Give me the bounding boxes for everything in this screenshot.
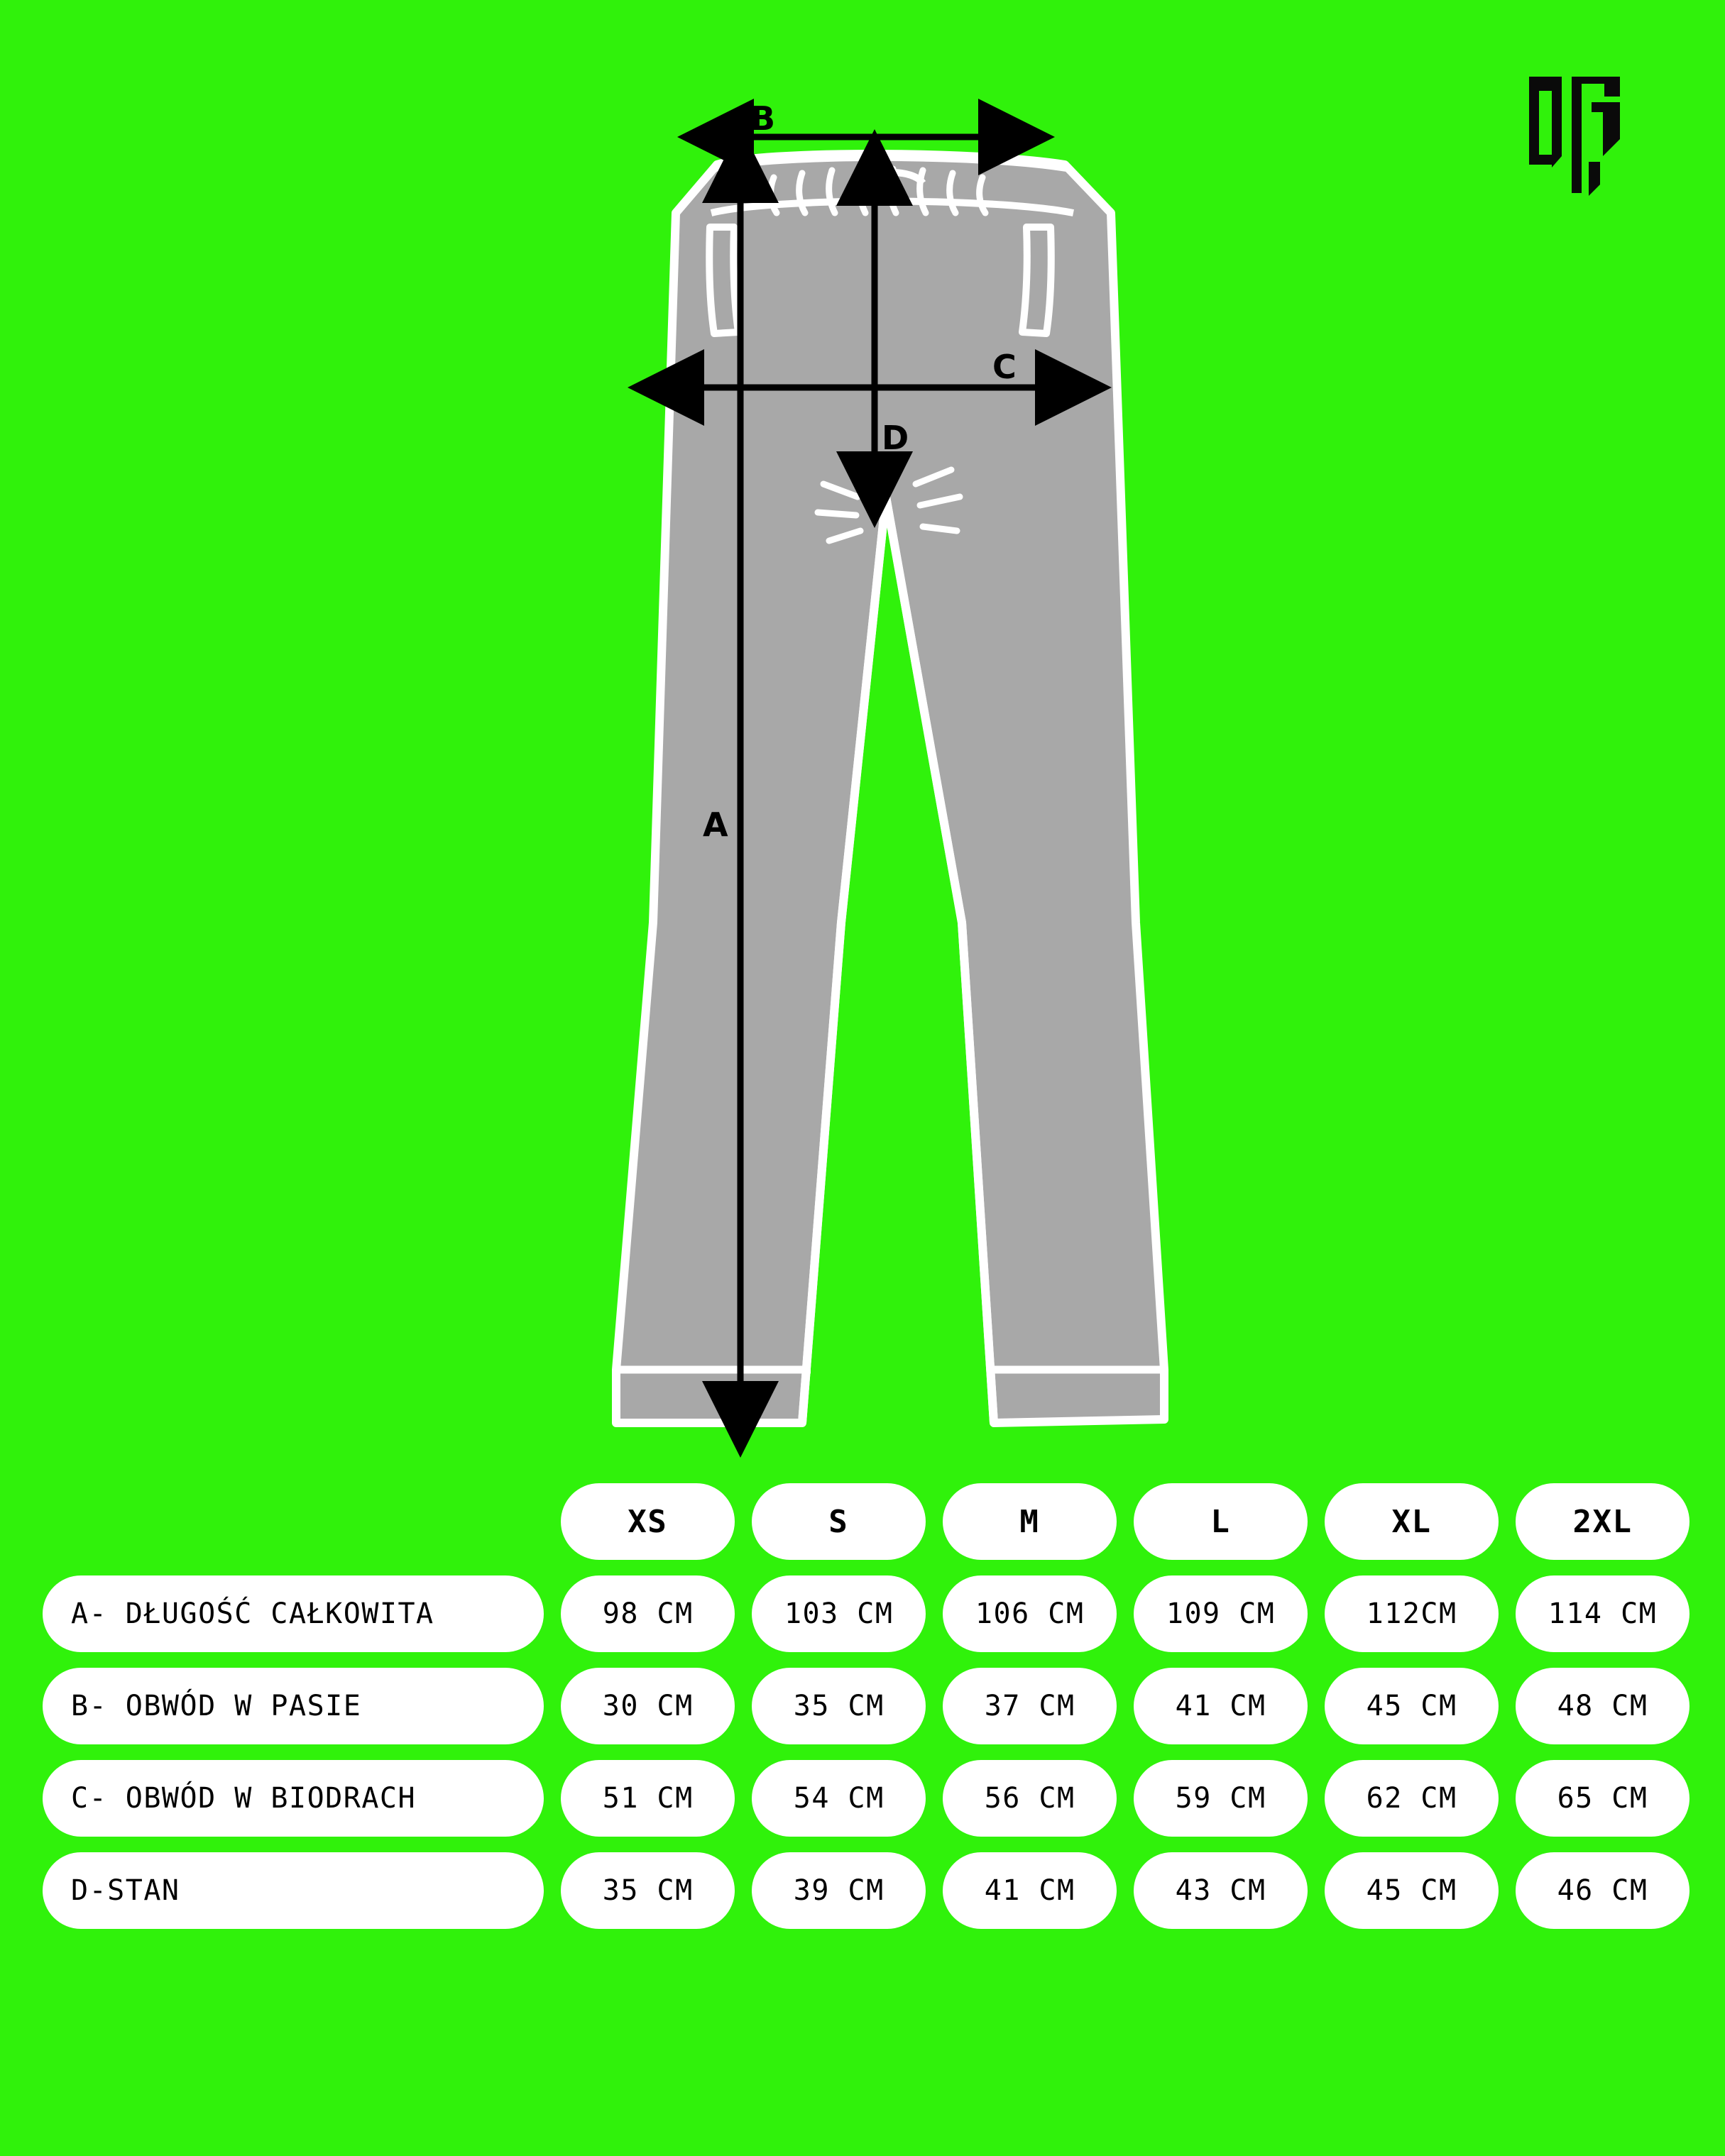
- measure-a-s: 103 CM: [752, 1575, 926, 1652]
- measure-a-m: 106 CM: [943, 1575, 1117, 1652]
- measure-b-xl: 45 CM: [1325, 1668, 1499, 1744]
- measure-d-2xl: 46 CM: [1516, 1852, 1690, 1929]
- measure-label-a: A- DŁUGOŚĆ CAŁKOWITA: [43, 1575, 544, 1652]
- measure-c-xl: 62 CM: [1325, 1760, 1499, 1837]
- size-header-s: S: [752, 1483, 926, 1560]
- size-table: [43, 1483, 1690, 1945]
- measure-b-s: 35 CM: [752, 1668, 926, 1744]
- measure-a-2xl: 114 CM: [1516, 1575, 1690, 1652]
- size-table-header-row: [43, 1483, 1690, 1560]
- size-header-2xl: 2XL: [1516, 1483, 1690, 1560]
- dimension-label-d: D: [882, 419, 909, 457]
- measure-a-xl: 112CM: [1325, 1575, 1499, 1652]
- measure-b-m: 37 CM: [943, 1668, 1117, 1744]
- measure-c-2xl: 65 CM: [1516, 1760, 1690, 1837]
- measure-a-l: 109 CM: [1134, 1575, 1308, 1652]
- measure-label-c: C- OBWÓD W BIODRACH: [43, 1760, 544, 1837]
- measure-d-l: 43 CM: [1134, 1852, 1308, 1929]
- pants-illustration: [616, 154, 1164, 1423]
- dimension-label-b: B: [750, 99, 776, 138]
- measure-d-xl: 45 CM: [1325, 1852, 1499, 1929]
- measure-b-xs: 30 CM: [561, 1668, 735, 1744]
- measure-c-s: 54 CM: [752, 1760, 926, 1837]
- measure-d-m: 41 CM: [943, 1852, 1117, 1929]
- size-header-xl: XL: [1325, 1483, 1499, 1560]
- dimension-label-a: A: [703, 805, 728, 844]
- dimension-label-c: C: [992, 348, 1017, 386]
- measure-label-b: B- OBWÓD W PASIE: [43, 1668, 544, 1744]
- size-header-xs: XS: [561, 1483, 735, 1560]
- table-row: [43, 1668, 1690, 1744]
- table-row: [43, 1760, 1690, 1837]
- measure-b-2xl: 48 CM: [1516, 1668, 1690, 1744]
- size-header-m: M: [943, 1483, 1117, 1560]
- header-spacer: [43, 1483, 544, 1560]
- measure-c-l: 59 CM: [1134, 1760, 1308, 1837]
- table-row: [43, 1575, 1690, 1652]
- measure-d-s: 39 CM: [752, 1852, 926, 1929]
- measure-label-d: D-STAN: [43, 1852, 544, 1929]
- measure-b-l: 41 CM: [1134, 1668, 1308, 1744]
- measure-c-m: 56 CM: [943, 1760, 1117, 1837]
- measure-a-xs: 98 CM: [561, 1575, 735, 1652]
- measure-c-xs: 51 CM: [561, 1760, 735, 1837]
- measure-d-xs: 35 CM: [561, 1852, 735, 1929]
- size-header-l: L: [1134, 1483, 1308, 1560]
- table-row: [43, 1852, 1690, 1929]
